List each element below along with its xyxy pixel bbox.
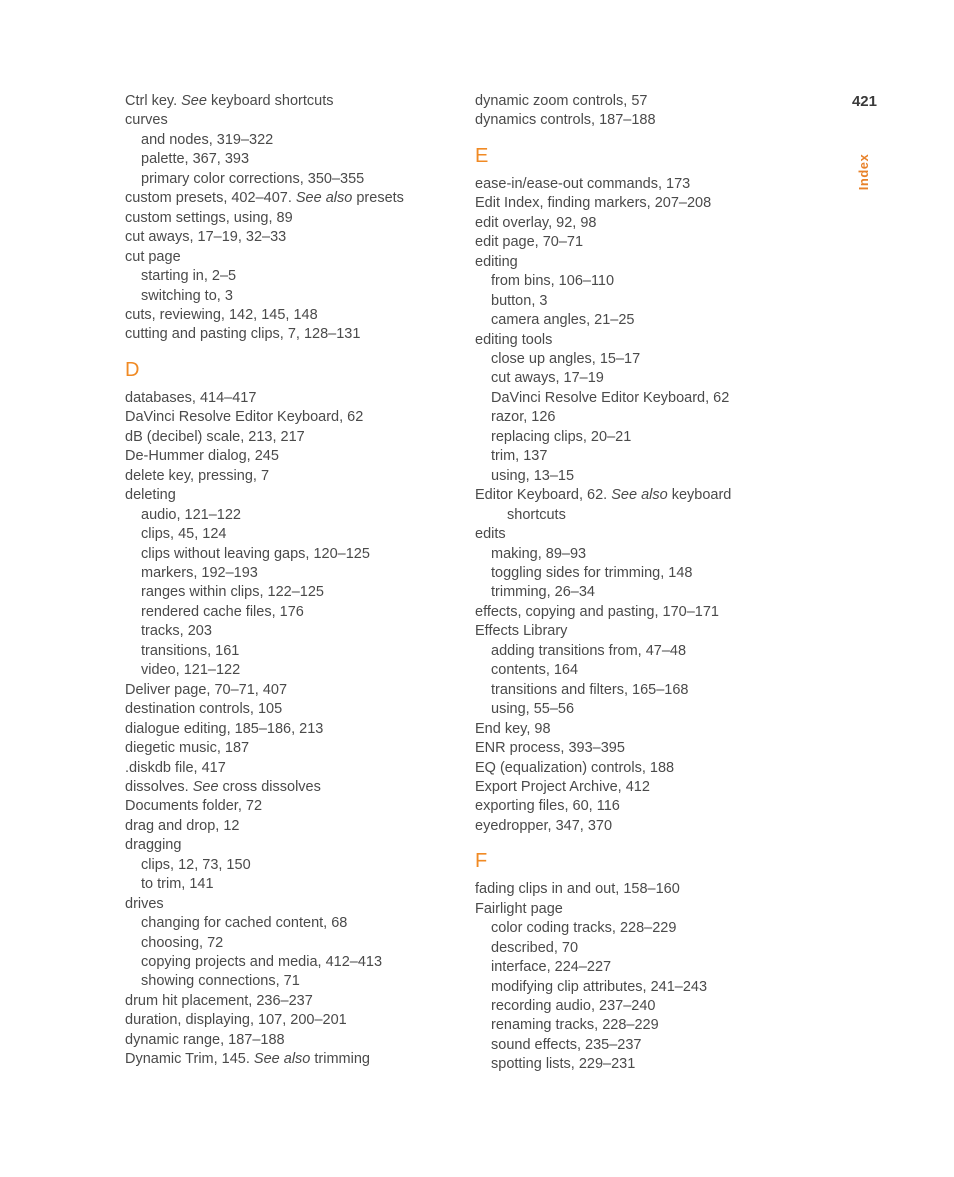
- see-reference-label: See also: [295, 190, 353, 207]
- index-entry: [475, 778, 815, 797]
- index-entry: [475, 759, 815, 778]
- index-subentry: [475, 369, 815, 388]
- index-subentry: [125, 972, 455, 991]
- see-reference-label: See: [181, 93, 207, 109]
- entry-text: starting in, 2–5: [141, 268, 237, 285]
- entry-text: replacing clips, 20–21: [491, 428, 632, 445]
- index-entry: [475, 175, 815, 194]
- entry-text: and nodes, 319–322: [141, 131, 274, 148]
- index-subentry: [475, 350, 815, 369]
- section-tab: [856, 153, 878, 191]
- entry-text: ranges within clips, 122–125: [141, 584, 324, 601]
- see-reference-target: keyboard shortcuts: [206, 93, 334, 109]
- index-subentry: [475, 583, 815, 602]
- entry-text: switching to, 3: [141, 287, 233, 304]
- entry-text: rendered cache files, 176: [141, 603, 304, 620]
- entry-text: diegetic music, 187: [125, 740, 250, 757]
- index-entry: [475, 797, 815, 816]
- index-entry: [125, 1031, 455, 1050]
- index-subentry: [475, 564, 815, 583]
- entry-text: duration, displaying, 107, 200–201: [125, 1012, 347, 1029]
- entry-text: markers, 192–193: [141, 564, 258, 581]
- entry-text: drum hit placement, 236–237: [125, 992, 313, 1009]
- index-entry: [125, 895, 455, 914]
- index-subentry: [125, 506, 455, 525]
- entry-text: toggling sides for trimming, 148: [491, 564, 693, 581]
- index-subentry: [125, 661, 455, 680]
- entry-text: edit overlay, 92, 98: [475, 214, 597, 231]
- entry-text: dragging: [125, 837, 182, 854]
- entry-text: color coding tracks, 228–229: [491, 920, 677, 937]
- index-subentry: [125, 525, 455, 544]
- entry-text: dynamic zoom controls, 57: [475, 93, 648, 109]
- index-subentry: [475, 700, 815, 719]
- index-subentry: [125, 622, 455, 641]
- entry-text: described, 70: [491, 939, 579, 956]
- index-subentry: [125, 934, 455, 953]
- index-subentry: [125, 564, 455, 583]
- index-subentry: [125, 953, 455, 972]
- index-subentry: [125, 856, 455, 875]
- entry-text: .diskdb file, 417: [125, 759, 226, 776]
- index-entry: [475, 214, 815, 233]
- entry-text: Fairlight page: [475, 900, 563, 917]
- entry-text: effects, copying and pasting, 170–171: [475, 603, 720, 620]
- index-column-right: [475, 92, 815, 1075]
- index-subentry: [475, 1016, 815, 1035]
- index-subentry: [475, 978, 815, 997]
- entry-text: razor, 126: [491, 409, 556, 426]
- see-reference-label: See also: [611, 487, 668, 504]
- index-subentry: [475, 428, 815, 447]
- see-reference-target: trimming: [310, 1051, 370, 1068]
- entry-text: dynamics controls, 187–188: [475, 112, 656, 129]
- index-subentry: [125, 131, 455, 150]
- entry-text: cut page: [125, 248, 181, 265]
- entry-text: using, 13–15: [491, 467, 575, 484]
- entry-text: camera angles, 21–25: [491, 312, 635, 329]
- index-entry: [125, 325, 455, 344]
- index-subentry: [125, 150, 455, 169]
- section-tab-label: Index: [856, 153, 871, 191]
- index-subentry: [475, 681, 815, 700]
- entry-text: curves: [125, 112, 168, 129]
- index-subentry: [125, 267, 455, 286]
- entry-text: video, 121–122: [141, 662, 241, 679]
- index-entry: [125, 817, 455, 836]
- entry-text: edit page, 70–71: [475, 234, 584, 251]
- entry-text: sound effects, 235–237: [491, 1036, 642, 1053]
- index-entry: [475, 739, 815, 758]
- entry-text: trim, 137: [491, 448, 548, 465]
- entry-text: Editor Keyboard, 62.: [475, 487, 612, 504]
- index-entry: [125, 778, 455, 797]
- entry-text: edits: [475, 526, 506, 543]
- index-entry: [475, 233, 815, 252]
- entry-text: copying projects and media, 412–413: [141, 954, 383, 971]
- index-entry: [475, 603, 815, 622]
- entry-text: cutting and pasting clips, 7, 128–131: [125, 326, 361, 343]
- index-subentry: [475, 408, 815, 427]
- index-subentry: [125, 170, 455, 189]
- entry-text: databases, 414–417: [125, 389, 257, 406]
- entry-text: Effects Library: [475, 623, 568, 640]
- entry-text: End key, 98: [475, 720, 551, 737]
- index-subentry: [475, 642, 815, 661]
- entry-text: interface, 224–227: [491, 959, 612, 976]
- entry-text: transitions, 161: [141, 642, 240, 659]
- index-subentry: [125, 583, 455, 602]
- index-subentry: [475, 939, 815, 958]
- index-subentry: [125, 642, 455, 661]
- entry-text: EQ (equalization) controls, 188: [475, 759, 675, 776]
- index-subentry: [475, 997, 815, 1016]
- index-entry: [125, 1011, 455, 1030]
- see-reference-target: cross dissolves: [218, 778, 321, 795]
- page-number: 421: [851, 93, 877, 110]
- index-entry: [125, 428, 455, 447]
- letter-heading: E: [475, 144, 489, 167]
- entry-text: Deliver page, 70–71, 407: [125, 681, 288, 698]
- entry-text: editing: [475, 253, 518, 270]
- index-entry: [125, 797, 455, 816]
- entry-text: changing for cached content, 68: [141, 915, 348, 932]
- index-entry: [125, 306, 455, 325]
- index-entry: [125, 447, 455, 466]
- entry-text: dialogue editing, 185–186, 213: [125, 720, 324, 737]
- index-entry: [475, 720, 815, 739]
- see-reference-target: presets: [352, 190, 404, 207]
- see-reference-label: See: [192, 778, 219, 795]
- entry-text: clips without leaving gaps, 120–125: [141, 545, 370, 562]
- entry-text: recording audio, 237–240: [491, 998, 656, 1015]
- index-entry: [125, 836, 455, 855]
- entry-text: custom settings, using, 89: [125, 209, 293, 226]
- entry-text: destination controls, 105: [125, 701, 283, 718]
- index-entry: [475, 92, 815, 111]
- index-entry: [125, 739, 455, 758]
- entry-text: deleting: [125, 487, 176, 504]
- index-entry: [475, 900, 815, 919]
- entry-text: using, 55–56: [491, 701, 575, 718]
- entry-text: trimming, 26–34: [491, 584, 595, 601]
- index-subentry: [475, 919, 815, 938]
- entry-text: cuts, reviewing, 142, 145, 148: [125, 306, 318, 323]
- entry-text: adding transitions from, 47–48: [491, 642, 687, 659]
- index-entry: [125, 681, 455, 700]
- entry-text: dissolves.: [125, 778, 193, 795]
- index-entry: [125, 389, 455, 408]
- index-entry: [125, 720, 455, 739]
- entry-text: Dynamic Trim, 145.: [125, 1051, 254, 1068]
- entry-text: DaVinci Resolve Editor Keyboard, 62: [491, 389, 730, 406]
- index-entry: [125, 467, 455, 486]
- entry-text: ease-in/ease-out commands, 173: [475, 175, 691, 192]
- index-entry: [475, 331, 815, 350]
- entry-text: fading clips in and out, 158–160: [475, 881, 680, 898]
- index-entry: [125, 209, 455, 228]
- index-entry: [125, 111, 455, 130]
- entry-text: drives: [125, 895, 164, 912]
- entry-text: transitions and filters, 165–168: [491, 681, 689, 698]
- entry-text: renaming tracks, 228–229: [491, 1017, 659, 1034]
- index-column-left: [125, 92, 455, 1070]
- entry-text: Ctrl key.: [125, 93, 182, 109]
- index-subentry: [475, 661, 815, 680]
- entry-text: Export Project Archive, 412: [475, 778, 650, 795]
- index-entry: [475, 622, 815, 641]
- index-subentry: [475, 389, 815, 408]
- letter-heading: F: [475, 850, 488, 873]
- entry-text: primary color corrections, 350–355: [141, 170, 365, 187]
- index-entry: [125, 248, 455, 267]
- index-entry: [475, 817, 815, 836]
- index-subentry: [125, 914, 455, 933]
- entry-text: dB (decibel) scale, 213, 217: [125, 428, 305, 445]
- entry-text: Edit Index, finding markers, 207–208: [475, 195, 712, 212]
- index-subentry: [475, 1055, 815, 1074]
- index-entry: [475, 253, 815, 272]
- entry-text: cut aways, 17–19, 32–33: [125, 229, 287, 246]
- entry-text: audio, 121–122: [141, 506, 241, 523]
- index-entry: [475, 194, 815, 213]
- see-reference-label: See also: [253, 1051, 311, 1068]
- entry-text: Documents folder, 72: [125, 798, 263, 815]
- index-entry: [125, 228, 455, 247]
- entry-text: DaVinci Resolve Editor Keyboard, 62: [125, 409, 364, 426]
- letter-heading: D: [125, 358, 140, 381]
- index-entry: [125, 408, 455, 427]
- index-subentry: [475, 272, 815, 291]
- index-subentry: [475, 1036, 815, 1055]
- see-reference-target: keyboard: [667, 487, 732, 504]
- index-entry: [475, 111, 815, 130]
- entry-text: editing tools: [475, 331, 553, 348]
- entry-text: clips, 45, 124: [141, 526, 227, 543]
- index-subentry: [475, 958, 815, 977]
- index-subentry: [475, 467, 815, 486]
- entry-text: to trim, 141: [141, 876, 214, 893]
- index-entry: [125, 759, 455, 778]
- entry-text: dynamic range, 187–188: [125, 1031, 285, 1048]
- index-subentry: [125, 875, 455, 894]
- index-entry: [125, 486, 455, 505]
- index-entry: [125, 1050, 455, 1069]
- entry-text: making, 89–93: [491, 545, 587, 562]
- entry-text: cut aways, 17–19: [491, 370, 604, 387]
- index-subentry: [125, 545, 455, 564]
- entry-text: contents, 164: [491, 662, 579, 679]
- index-subentry: [475, 545, 815, 564]
- entry-text: clips, 12, 73, 150: [141, 856, 251, 873]
- entry-text: choosing, 72: [141, 934, 224, 951]
- entry-text: spotting lists, 229–231: [491, 1056, 636, 1073]
- entry-text: modifying clip attributes, 241–243: [491, 978, 708, 995]
- index-entry: [125, 992, 455, 1011]
- entry-text: delete key, pressing, 7: [125, 467, 270, 484]
- index-subentry: [475, 311, 815, 330]
- entry-text: palette, 367, 393: [141, 151, 250, 168]
- entry-text: showing connections, 71: [141, 973, 300, 990]
- index-entry: [475, 525, 815, 544]
- entry-text: exporting files, 60, 116: [475, 798, 620, 815]
- entry-text: button, 3: [491, 292, 548, 309]
- index-subentry: [475, 447, 815, 466]
- entry-text: De-Hummer dialog, 245: [125, 448, 279, 465]
- index-entry: [475, 880, 815, 899]
- index-entry: [125, 700, 455, 719]
- index-subentry: [125, 287, 455, 306]
- index-entry: [125, 189, 455, 208]
- index-subentry: [125, 603, 455, 622]
- entry-text: close up angles, 15–17: [491, 350, 641, 367]
- index-subentry: [475, 292, 815, 311]
- entry-text: from bins, 106–110: [491, 273, 615, 290]
- entry-text: ENR process, 393–395: [475, 740, 625, 757]
- index-entry: [475, 486, 815, 525]
- entry-text: drag and drop, 12: [125, 817, 240, 834]
- entry-continuation: shortcuts: [507, 506, 566, 523]
- index-entry: [125, 92, 455, 111]
- entry-text: eyedropper, 347, 370: [475, 817, 613, 834]
- entry-text: custom presets, 402–407.: [125, 190, 296, 207]
- entry-text: tracks, 203: [141, 623, 212, 640]
